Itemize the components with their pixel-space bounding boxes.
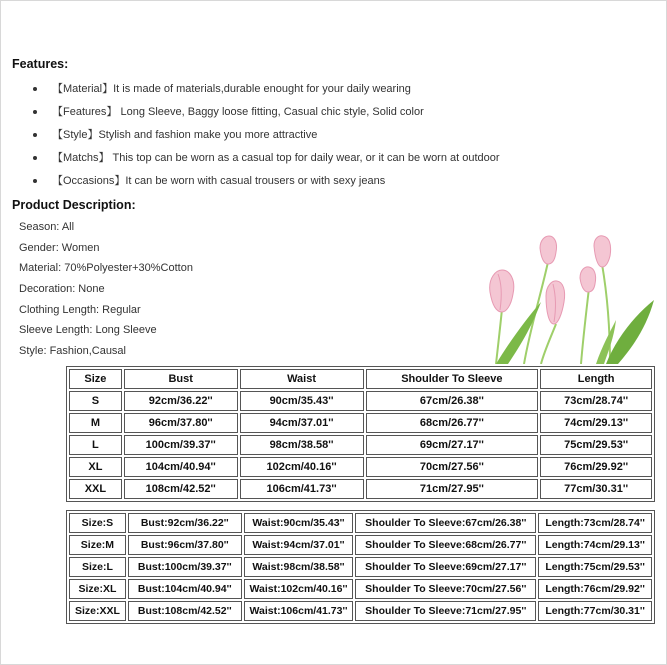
description-item: Season: All <box>19 221 75 233</box>
feature-item: 【Material】It is made of materials,durable enought for your daily wearing <box>0 80 660 103</box>
table-cell: Bust:104cm/40.94'' <box>128 579 242 599</box>
table-cell: Waist:90cm/35.43'' <box>244 513 354 533</box>
table-cell: Bust:92cm/36.22'' <box>128 513 242 533</box>
table-row <box>69 579 652 599</box>
table-cell: Shoulder To Sleeve:69cm/27.17'' <box>355 557 536 577</box>
table-cell: 67cm/26.38'' <box>366 391 539 411</box>
table-cell: Length:75cm/29.53'' <box>538 557 652 577</box>
header-cell: Bust <box>124 369 238 389</box>
size-table <box>66 366 655 502</box>
table-cell: Shoulder To Sleeve:70cm/27.56'' <box>355 579 536 599</box>
table-cell: 94cm/37.01'' <box>240 413 364 433</box>
table-row <box>69 457 652 477</box>
table-cell: 68cm/26.77'' <box>366 413 539 433</box>
table-cell: 73cm/28.74'' <box>540 391 652 411</box>
table-cell: 69cm/27.17'' <box>366 435 539 455</box>
description-item: Style: Fashion,Causal <box>19 345 126 358</box>
table-cell: Length:76cm/29.92'' <box>538 579 652 599</box>
description-heading: Product Description: <box>12 198 136 212</box>
table-cell: 76cm/29.92'' <box>540 457 652 477</box>
table-cell: Size:M <box>69 535 126 555</box>
table-cell: 77cm/30.31'' <box>540 479 652 499</box>
size-table-detailed <box>66 510 655 624</box>
table-cell: 96cm/37.80'' <box>124 413 238 433</box>
table-cell: L <box>69 435 122 455</box>
feature-item: 【Matchs】 This top can be worn as a casual top for daily wear, or it can be worn at outdoor <box>0 149 660 172</box>
table-cell: 98cm/38.58'' <box>240 435 364 455</box>
table-row <box>69 391 652 411</box>
table-cell: S <box>69 391 122 411</box>
table-cell: 71cm/27.95'' <box>366 479 539 499</box>
table-cell: XL <box>69 457 122 477</box>
header-cell: Shoulder To Sleeve <box>366 369 539 389</box>
table-cell: Size:S <box>69 513 126 533</box>
table-row <box>69 513 652 533</box>
feature-item: 【Style】Stylish and fashion make you more attractive <box>0 126 660 149</box>
description-item: Material: 70%Polyester+30%Cotton <box>19 262 193 275</box>
feature-item: 【Occasions】It can be worn with casual trousers or with sexy jeans <box>0 172 660 195</box>
features-heading: Features: <box>12 57 69 71</box>
table-cell: 90cm/35.43'' <box>240 391 364 411</box>
table-cell: M <box>69 413 122 433</box>
table-cell: Shoulder To Sleeve:67cm/26.38'' <box>355 513 536 533</box>
table-cell: Waist:94cm/37.01'' <box>244 535 354 555</box>
table-row <box>69 479 652 499</box>
description-list <box>19 220 419 365</box>
table-cell: 108cm/42.52'' <box>124 479 238 499</box>
table-cell: Size:L <box>69 557 126 577</box>
table-cell: Bust:108cm/42.52'' <box>128 601 242 621</box>
table-cell: Size:XL <box>69 579 126 599</box>
table-cell: 100cm/39.37'' <box>124 435 238 455</box>
table-cell: 75cm/29.53'' <box>540 435 652 455</box>
description-item: Decoration: None <box>19 283 105 296</box>
features-list <box>0 80 660 195</box>
description-item: Clothing Length: Regular <box>19 303 141 316</box>
table-cell: Shoulder To Sleeve:68cm/26.77'' <box>355 535 536 555</box>
table-row <box>69 435 652 455</box>
table-cell: 104cm/40.94'' <box>124 457 238 477</box>
table-cell: Size:XXL <box>69 601 126 621</box>
table-cell: Length:73cm/28.74'' <box>538 513 652 533</box>
table-row <box>69 413 652 433</box>
table-cell: Waist:98cm/38.58'' <box>244 557 354 577</box>
table-cell: 102cm/40.16'' <box>240 457 364 477</box>
table-cell: 106cm/41.73'' <box>240 479 364 499</box>
table-row <box>69 601 652 621</box>
table-cell: Waist:102cm/40.16'' <box>244 579 354 599</box>
description-item: Gender: Women <box>19 241 100 254</box>
size-table-header <box>69 369 652 389</box>
table-cell: Waist:106cm/41.73'' <box>244 601 354 621</box>
feature-item: 【Features】 Long Sleeve, Baggy loose fitting, Casual chic style, Solid color <box>0 103 660 126</box>
table-row <box>69 557 652 577</box>
table-cell: Length:77cm/30.31'' <box>538 601 652 621</box>
table-cell: XXL <box>69 479 122 499</box>
table-cell: Length:74cm/29.13'' <box>538 535 652 555</box>
header-cell: Size <box>69 369 122 389</box>
table-cell: 92cm/36.22'' <box>124 391 238 411</box>
table-cell: 74cm/29.13'' <box>540 413 652 433</box>
table-cell: 70cm/27.56'' <box>366 457 539 477</box>
header-cell: Length <box>540 369 652 389</box>
table-row <box>69 535 652 555</box>
tulips-illustration <box>486 234 656 364</box>
table-cell: Bust:96cm/37.80'' <box>128 535 242 555</box>
table-cell: Shoulder To Sleeve:71cm/27.95'' <box>355 601 536 621</box>
description-item: Sleeve Length: Long Sleeve <box>19 324 157 337</box>
table-cell: Bust:100cm/39.37'' <box>128 557 242 577</box>
header-cell: Waist <box>240 369 364 389</box>
